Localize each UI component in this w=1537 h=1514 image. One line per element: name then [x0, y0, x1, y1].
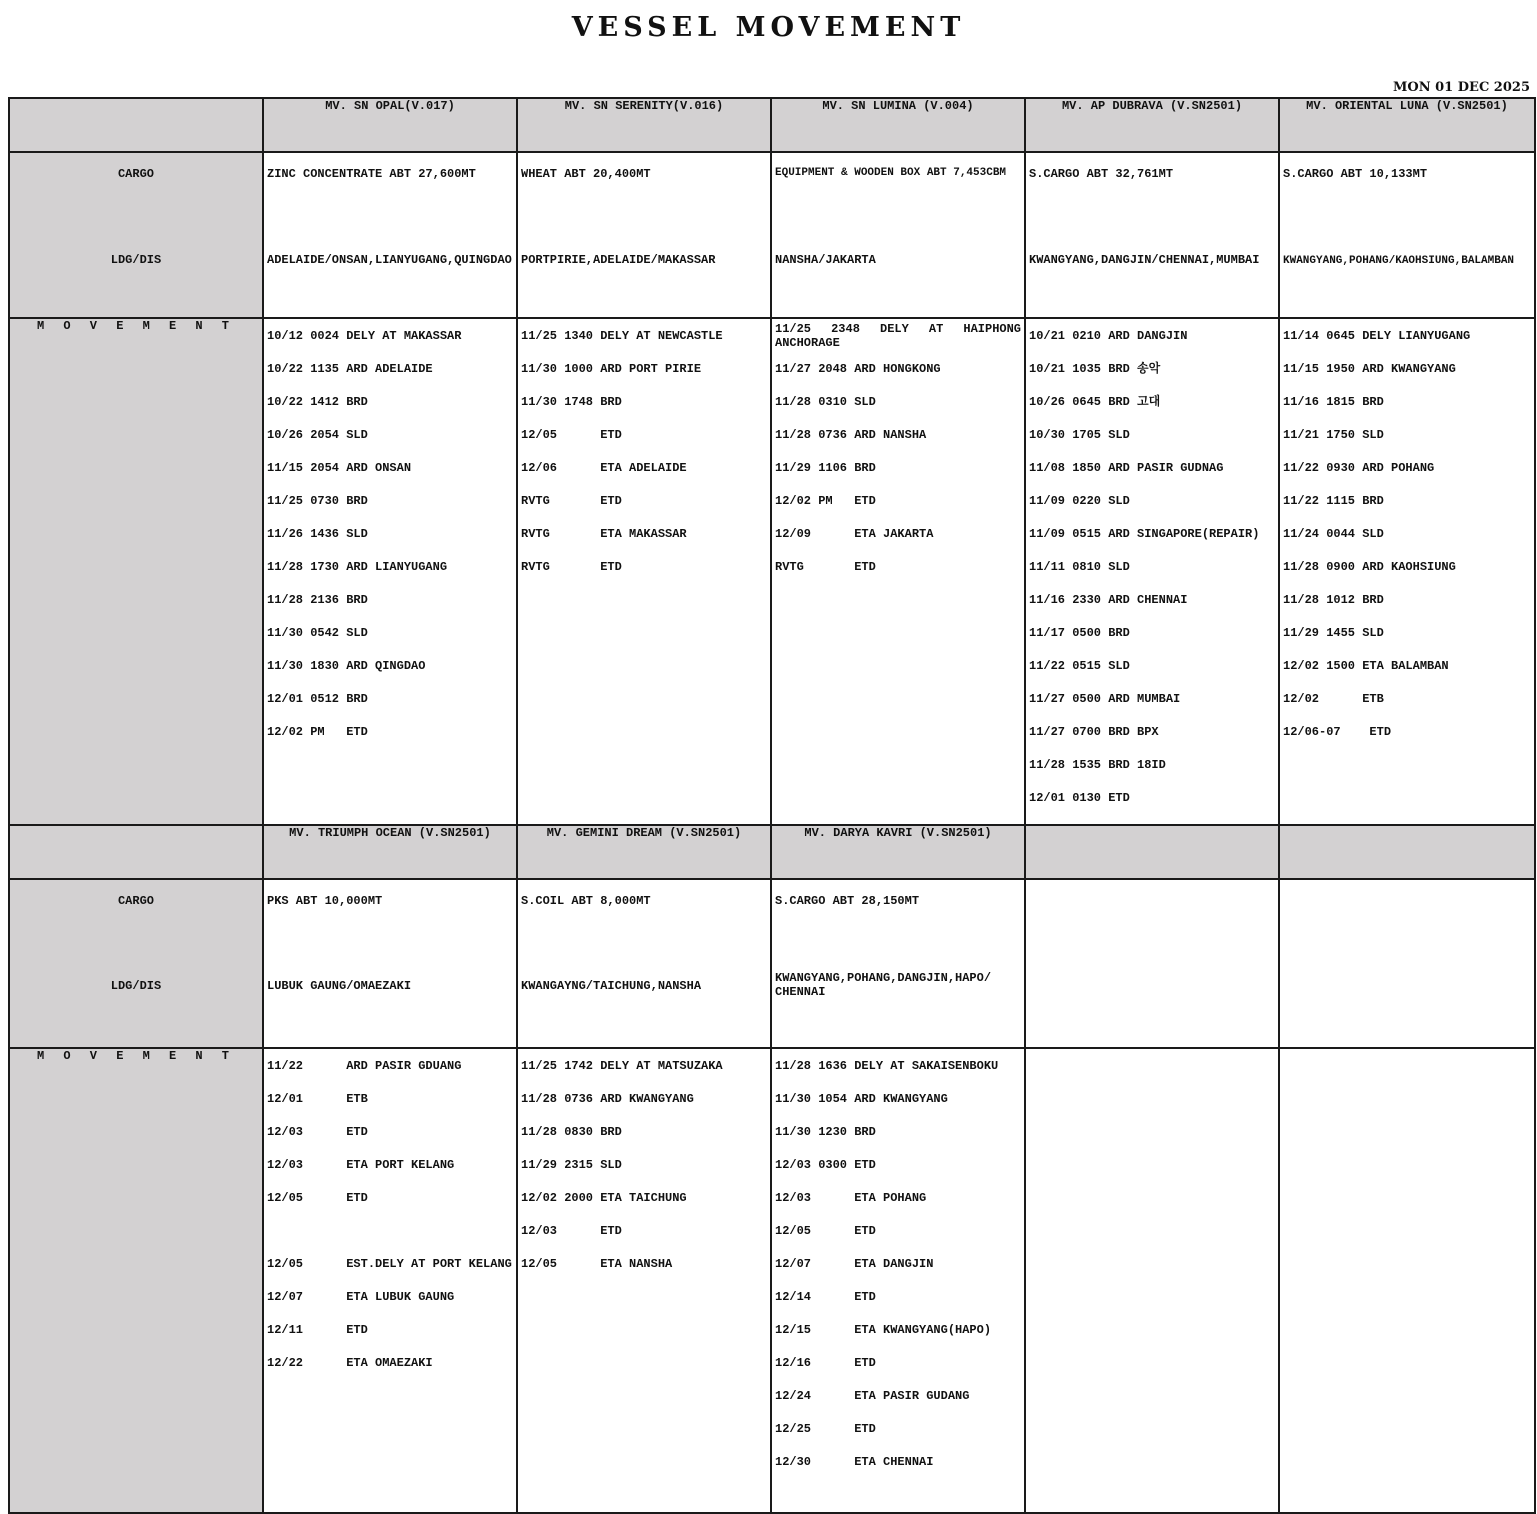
cargo-cell — [1279, 152, 1535, 318]
movement-label-cell — [9, 318, 263, 825]
movement-entry: 12/14 ETD — [775, 1290, 876, 1304]
movement-entry: 11/28 0900 ARD KAOHSIUNG — [1283, 560, 1456, 574]
movement-entry: RVTG ETD — [521, 560, 622, 574]
movement-entry: 12/03 ETD — [521, 1224, 622, 1238]
movement-entry: 10/26 2054 SLD — [267, 428, 368, 442]
empty-cell — [1025, 1048, 1279, 1513]
movement-entry: 11/09 0515 ARD SINGAPORE(REPAIR) — [1029, 527, 1260, 541]
movement-entry: 12/07 ETA DANGJIN — [775, 1257, 934, 1271]
corner-cell — [9, 825, 263, 879]
movement-entry: 11/09 0220 SLD — [1029, 494, 1130, 508]
movement-entry: 11/28 1636 DELY AT SAKAISENBOKU — [775, 1059, 999, 1073]
movement-entry: 11/29 1106 BRD — [775, 461, 876, 475]
movement-list — [772, 1049, 1024, 1488]
movement-row — [9, 1048, 1535, 1513]
movement-entry: 12/05 ETD — [521, 428, 622, 442]
movement-entry: 11/22 0930 ARD POHANG — [1283, 461, 1435, 475]
movement-entry: 10/21 0210 ARD DANGJIN — [1029, 329, 1188, 343]
movement-entry: 10/12 0024 DELY AT MAKASSAR — [267, 329, 462, 343]
movement-entry: 11/30 1748 BRD — [521, 395, 622, 409]
movement-entry: 11/27 0700 BRD BPX — [1029, 725, 1159, 739]
cargo-cell — [263, 152, 517, 318]
movement-entry: 12/02 2000 ETA TAICHUNG — [521, 1191, 687, 1205]
movement-cell — [263, 318, 517, 825]
cargo-label-cell — [9, 879, 263, 1048]
vessel-movement-table — [8, 97, 1536, 1514]
vessel-name: MV. ORIENTAL LUNA (V.SN2501) — [1279, 98, 1535, 152]
movement-entry: 11/28 0736 ARD KWANGYANG — [521, 1092, 694, 1106]
movement-list — [1026, 319, 1278, 824]
cargo-cell — [517, 152, 771, 318]
movement-entry: 11/24 0044 SLD — [1283, 527, 1384, 541]
empty-cell — [1279, 879, 1535, 1048]
movement-label-cell — [9, 1048, 263, 1513]
movement-entry: 10/21 1035 BRD 송악 — [1029, 362, 1161, 376]
vessel-name: MV. SN SERENITY(V.016) — [517, 98, 771, 152]
movement-entry: 11/30 0542 SLD — [267, 626, 368, 640]
ldg-dis-label: LDG/DIS — [110, 253, 162, 267]
movement-entry: 11/27 2048 ARD HONGKONG — [775, 362, 941, 376]
cargo-row — [9, 879, 1535, 1048]
vessel-name: MV. SN LUMINA (V.004) — [771, 98, 1025, 152]
movement-entry: 12/03 0300 ETD — [775, 1158, 876, 1172]
vessel-header-row — [9, 98, 1535, 152]
movement-entry: 11/27 0500 ARD MUMBAI — [1029, 692, 1181, 706]
movement-entry: 11/28 0310 SLD — [775, 395, 876, 409]
empty-cell — [1279, 1048, 1535, 1513]
movement-entry: 11/16 2330 ARD CHENNAI — [1029, 593, 1188, 607]
movement-entry: 12/06 ETA ADELAIDE — [521, 461, 687, 475]
movement-entry: 12/01 ETB — [267, 1092, 368, 1106]
cargo-cell — [1025, 152, 1279, 318]
cargo-text: WHEAT ABT 20,400MT — [521, 167, 651, 181]
movement-cell — [771, 1048, 1025, 1513]
movement-entry: 11/28 1535 BRD 18ID — [1029, 758, 1166, 772]
report-date: MON 01 DEC 2025 — [1393, 80, 1530, 95]
movement-list — [1280, 319, 1534, 758]
movement-entry: 11/30 1000 ARD PORT PIRIE — [521, 362, 702, 376]
movement-entry: 12/02 ETB — [1283, 692, 1384, 706]
movement-entry: 12/02 1500 ETA BALAMBAN — [1283, 659, 1449, 673]
movement-entry: 11/30 1230 BRD — [775, 1125, 876, 1139]
movement-entry: 11/08 1850 ARD PASIR GUDNAG — [1029, 461, 1224, 475]
movement-entry: 12/09 ETA JAKARTA — [775, 527, 934, 541]
movement-entry: 12/02 PM ETD — [775, 494, 876, 508]
vessel-name: MV. TRIUMPH OCEAN (V.SN2501) — [263, 825, 517, 879]
vessel-name: MV. AP DUBRAVA (V.SN2501) — [1025, 98, 1279, 152]
movement-row — [9, 318, 1535, 825]
movement-entry: 11/15 1950 ARD KWANGYANG — [1283, 362, 1456, 376]
movement-entry: 11/26 1436 SLD — [267, 527, 368, 541]
cargo-label: CARGO — [117, 167, 154, 181]
movement-entry: 12/11 ETD — [267, 1323, 368, 1337]
movement-cell — [263, 1048, 517, 1513]
movement-entry: RVTG ETD — [521, 494, 622, 508]
vessel-name: MV. SN OPAL(V.017) — [263, 98, 517, 152]
movement-entry: 12/30 ETA CHENNAI — [775, 1455, 934, 1469]
movement-entry: 12/07 ETA LUBUK GAUNG — [267, 1290, 455, 1304]
ldg-dis-text: KWANGAYNG/TAICHUNG,NANSHA — [521, 979, 702, 993]
movement-entry: 11/22 0515 SLD — [1029, 659, 1130, 673]
movement-entry: 11/25 2348 DELY AT HAIPHONG ANCHORAGE — [775, 322, 1021, 350]
movement-entry: 11/11 0810 SLD — [1029, 560, 1130, 574]
movement-list — [264, 1049, 516, 1389]
vessel-name: MV. GEMINI DREAM (V.SN2501) — [517, 825, 771, 879]
movement-entry: 12/02 PM ETD — [267, 725, 368, 739]
cargo-text: S.CARGO ABT 28,150MT — [775, 894, 920, 908]
movement-entry: RVTG ETD — [775, 560, 876, 574]
movement-entry: 12/01 0130 ETD — [1029, 791, 1130, 805]
movement-entry: 12/16 ETD — [775, 1356, 876, 1370]
movement-entry: 10/26 0645 BRD 고대 — [1029, 395, 1161, 409]
ldg-dis-text: LUBUK GAUNG/OMAEZAKI — [267, 979, 412, 993]
movement-entry: 11/30 1830 ARD QINGDAO — [267, 659, 426, 673]
empty-header-cell — [1025, 825, 1279, 879]
movement-entry: 12/25 ETD — [775, 1422, 876, 1436]
movement-entry: 12/03 ETD — [267, 1125, 368, 1139]
movement-entry: 11/30 1054 ARD KWANGYANG — [775, 1092, 948, 1106]
movement-entry: 12/05 ETA NANSHA — [521, 1257, 673, 1271]
cargo-text: S.COIL ABT 8,000MT — [521, 894, 651, 908]
movement-entry: 12/03 ETA POHANG — [775, 1191, 927, 1205]
movement-entry: 10/22 1135 ARD ADELAIDE — [267, 362, 433, 376]
ldg-dis-label: LDG/DIS — [110, 979, 162, 993]
movement-entry: 11/29 2315 SLD — [521, 1158, 622, 1172]
movement-entry: 11/22 ARD PASIR GDUANG — [267, 1059, 462, 1073]
movement-entry: 12/05 ETD — [267, 1191, 368, 1205]
movement-list — [518, 1049, 770, 1290]
movement-entry: 12/15 ETA KWANGYANG(HAPO) — [775, 1323, 992, 1337]
ldg-dis-text: NANSHA/JAKARTA — [775, 253, 876, 267]
movement-label: M O V E M E N T — [36, 1049, 236, 1063]
movement-entry: 11/28 0830 BRD — [521, 1125, 622, 1139]
movement-entry: 11/28 2136 BRD — [267, 593, 368, 607]
movement-label: M O V E M E N T — [36, 319, 236, 333]
cargo-row — [9, 152, 1535, 318]
movement-cell — [1025, 318, 1279, 825]
movement-entry: 12/05 EST.DELY AT PORT KELANG — [267, 1257, 512, 1271]
movement-list — [264, 319, 516, 758]
ldg-dis-text: ADELAIDE/ONSAN,LIANYUGANG,QUINGDAO — [267, 253, 512, 267]
vessel-name: MV. DARYA KAVRI (V.SN2501) — [771, 825, 1025, 879]
movement-entry: 10/30 1705 SLD — [1029, 428, 1130, 442]
movement-entry: 11/28 1730 ARD LIANYUGANG — [267, 560, 448, 574]
cargo-cell — [771, 152, 1025, 318]
movement-cell — [517, 1048, 771, 1513]
movement-entry: 10/22 1412 BRD — [267, 395, 368, 409]
movement-entry: 12/01 0512 BRD — [267, 692, 368, 706]
movement-entry: 11/21 1750 SLD — [1283, 428, 1384, 442]
movement-entry: 11/17 0500 BRD — [1029, 626, 1130, 640]
ldg-dis-text: KWANGYANG,POHANG/KAOHSIUNG,BALAMBAN — [1283, 255, 1515, 267]
cargo-cell — [263, 879, 517, 1048]
movement-list — [518, 319, 770, 593]
cargo-text: S.CARGO ABT 32,761MT — [1029, 167, 1174, 181]
vessel-header-row — [9, 825, 1535, 879]
movement-entry: 11/22 1115 BRD — [1283, 494, 1384, 508]
movement-entry: 12/22 ETA OMAEZAKI — [267, 1356, 433, 1370]
movement-entry: 12/24 ETA PASIR GUDANG — [775, 1389, 970, 1403]
movement-entry: 11/14 0645 DELY LIANYUGANG — [1283, 329, 1471, 343]
movement-entry: 11/16 1815 BRD — [1283, 395, 1384, 409]
movement-entry: 12/05 ETD — [775, 1224, 876, 1238]
movement-cell — [771, 318, 1025, 825]
cargo-cell — [517, 879, 771, 1048]
movement-cell — [517, 318, 771, 825]
movement-entry: 11/15 2054 ARD ONSAN — [267, 461, 412, 475]
empty-cell — [1025, 879, 1279, 1048]
movement-cell — [1279, 318, 1535, 825]
movement-entry: 11/29 1455 SLD — [1283, 626, 1384, 640]
movement-entry: 11/25 1340 DELY AT NEWCASTLE — [521, 329, 723, 343]
movement-entry: 12/06-07 ETD — [1283, 725, 1392, 739]
cargo-text: S.CARGO ABT 10,133MT — [1283, 167, 1428, 181]
movement-entry — [267, 1224, 513, 1257]
cargo-text: PKS ABT 10,000MT — [267, 894, 383, 908]
cargo-text: EQUIPMENT & WOODEN BOX ABT 7,453CBM — [775, 167, 1007, 179]
cargo-text: ZINC CONCENTRATE ABT 27,600MT — [267, 167, 476, 181]
cargo-label: CARGO — [117, 894, 154, 908]
movement-entry: 11/28 1012 BRD — [1283, 593, 1384, 607]
empty-header-cell — [1279, 825, 1535, 879]
ldg-dis-text: KWANGYANG,DANGJIN/CHENNAI,MUMBAI — [1029, 253, 1260, 267]
movement-entry: 12/03 ETA PORT KELANG — [267, 1158, 455, 1172]
cargo-label-cell — [9, 152, 263, 318]
movement-entry: RVTG ETA MAKASSAR — [521, 527, 687, 541]
page-title: VESSEL MOVEMENT — [571, 12, 966, 43]
movement-entry: 11/28 0736 ARD NANSHA — [775, 428, 927, 442]
ldg-dis-text: PORTPIRIE,ADELAIDE/MAKASSAR — [521, 253, 716, 267]
cargo-cell — [771, 879, 1025, 1048]
corner-cell — [9, 98, 263, 152]
movement-entry: 11/25 1742 DELY AT MATSUZAKA — [521, 1059, 723, 1073]
movement-entry: 11/25 0730 BRD — [267, 494, 368, 508]
ldg-dis-text: KWANGYANG,POHANG,DANGJIN,HAPO/ CHENNAI — [775, 971, 992, 999]
movement-list — [772, 319, 1024, 593]
